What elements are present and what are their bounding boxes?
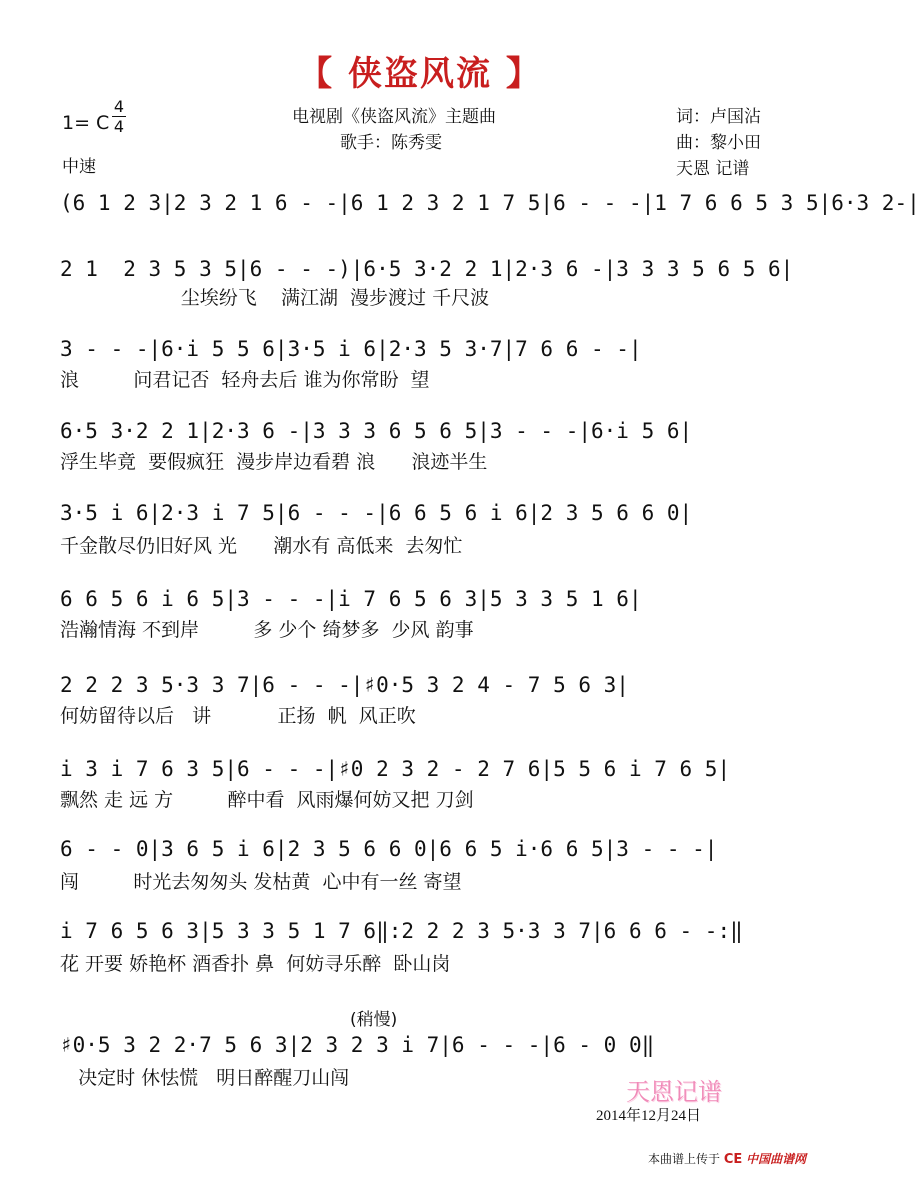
notation-line: 2 2 2 3 5·3 3 7|6 - - -|♯0·5 3 2 4 - 7 5 6 3| — [60, 673, 629, 697]
notation-line: ♯0·5 3 2 2·7 5 6 3|2 3 2 3 i 7|6 - - -|6 - 0 0‖ — [60, 1033, 655, 1057]
lyric-line: 闯 时光去匆匆头 发枯黄 心中有一丝 寄望 — [60, 871, 462, 893]
tempo-marking: 中速 — [62, 157, 96, 177]
notation-line: 2 1 2 3 5 3 5|6 - - -)|6·5 3·2 2 1|2·3 6 -|3 3 3 5 6 5 6| — [60, 257, 794, 281]
score-subtitle: 电视剧《侠盗风流》主题曲 — [292, 107, 496, 127]
tempo-change-marking: (稍慢) — [350, 1010, 398, 1030]
time-signature-top: 4 — [113, 97, 125, 116]
notation-line: 6 - - 0|3 6 5 i 6|2 3 5 6 6 0|6 6 5 i·6 6 5|3 - - -| — [60, 837, 718, 861]
time-signature — [112, 98, 126, 135]
lyric-line: 飘然 走 远 方 醉中看 风雨爆何妨又把 刀剑 — [60, 789, 474, 811]
composer-credit: 曲：黎小田 — [676, 133, 761, 153]
lyric-line: 浮生毕竟 要假疯狂 漫步岸边看碧 浪 浪迹半生 — [60, 451, 488, 473]
transcription-date: 2014年12月24日 — [596, 1108, 702, 1124]
site-name[interactable]: 中国曲谱网 — [746, 1152, 807, 1166]
lyric-line: 花 开要 娇艳杯 酒香扑 鼻 何妨寻乐醉 卧山岗 — [60, 953, 451, 975]
lyric-line: 何妨留待以后 讲 正扬 帆 风正吹 — [60, 705, 416, 727]
lyricist-credit: 词：卢国沾 — [676, 107, 761, 127]
lyric-line: 浩瀚情海 不到岸 多 少个 绮梦多 少风 韵事 — [60, 619, 474, 641]
transcriber-stamp: 天恩记谱 — [626, 1078, 722, 1106]
lyric-line — [60, 222, 792, 250]
transcriber-credit: 天恩 记谱 — [676, 159, 750, 179]
lyric-line: 浪 问君记否 轻舟去后 谁为你常盼 望 — [60, 369, 430, 391]
notation-line: 6 6 5 6 i 6 5|3 - - -|i 7 6 5 6 3|5 3 3 5 1 6| — [60, 587, 642, 611]
notation-line: i 7 6 5 6 3|5 3 3 5 1 7 6‖:2 2 2 3 5·3 3 7|6 6 6 - -:‖ — [60, 919, 743, 943]
score-title: 【 侠盗风流 】 — [298, 54, 542, 94]
notation-line: i 3 i 7 6 3 5|6 - - -|♯0 2 3 2 - 2 7 6|5 5 6 i 7 6 5| — [60, 757, 731, 781]
lyric-line: 决定时 休怯慌 明日醉醒刀山闯 — [60, 1067, 350, 1089]
notation-line: 6·5 3·2 2 1|2·3 6 -|3 3 3 6 5 6 5|3 - - -|6·i 5 6| — [60, 419, 693, 443]
upload-text: 本曲谱上传于 — [648, 1152, 721, 1166]
lyric-line: 尘埃纷飞 满江湖 漫步渡过 千尺波 — [60, 287, 490, 309]
notation-line: (6 1 2 3|2 3 2 1 6 - -|6 1 2 3 2 1 7 5|6 - - -|1 7 6 6 5 3 5|6·3 2-| — [60, 191, 920, 215]
notation-line: 3·5 i 6|2·3 i 7 5|6 - - -|6 6 5 6 i 6|2 3 5 6 6 0| — [60, 501, 693, 525]
notation-line: 3 - - -|6·i 5 5 6|3·5 i 6|2·3 5 3·7|7 6 6 - -| — [60, 337, 642, 361]
singer-credit: 歌手：陈秀雯 — [340, 133, 442, 153]
key-signature: 1= C — [62, 112, 110, 134]
site-logo-icon: CE — [723, 1152, 743, 1167]
site-footer — [648, 1150, 806, 1167]
time-signature-bottom: 4 — [113, 117, 125, 136]
lyric-line: 千金散尽仍旧好风 光 潮水有 高低来 去匆忙 — [60, 535, 463, 557]
